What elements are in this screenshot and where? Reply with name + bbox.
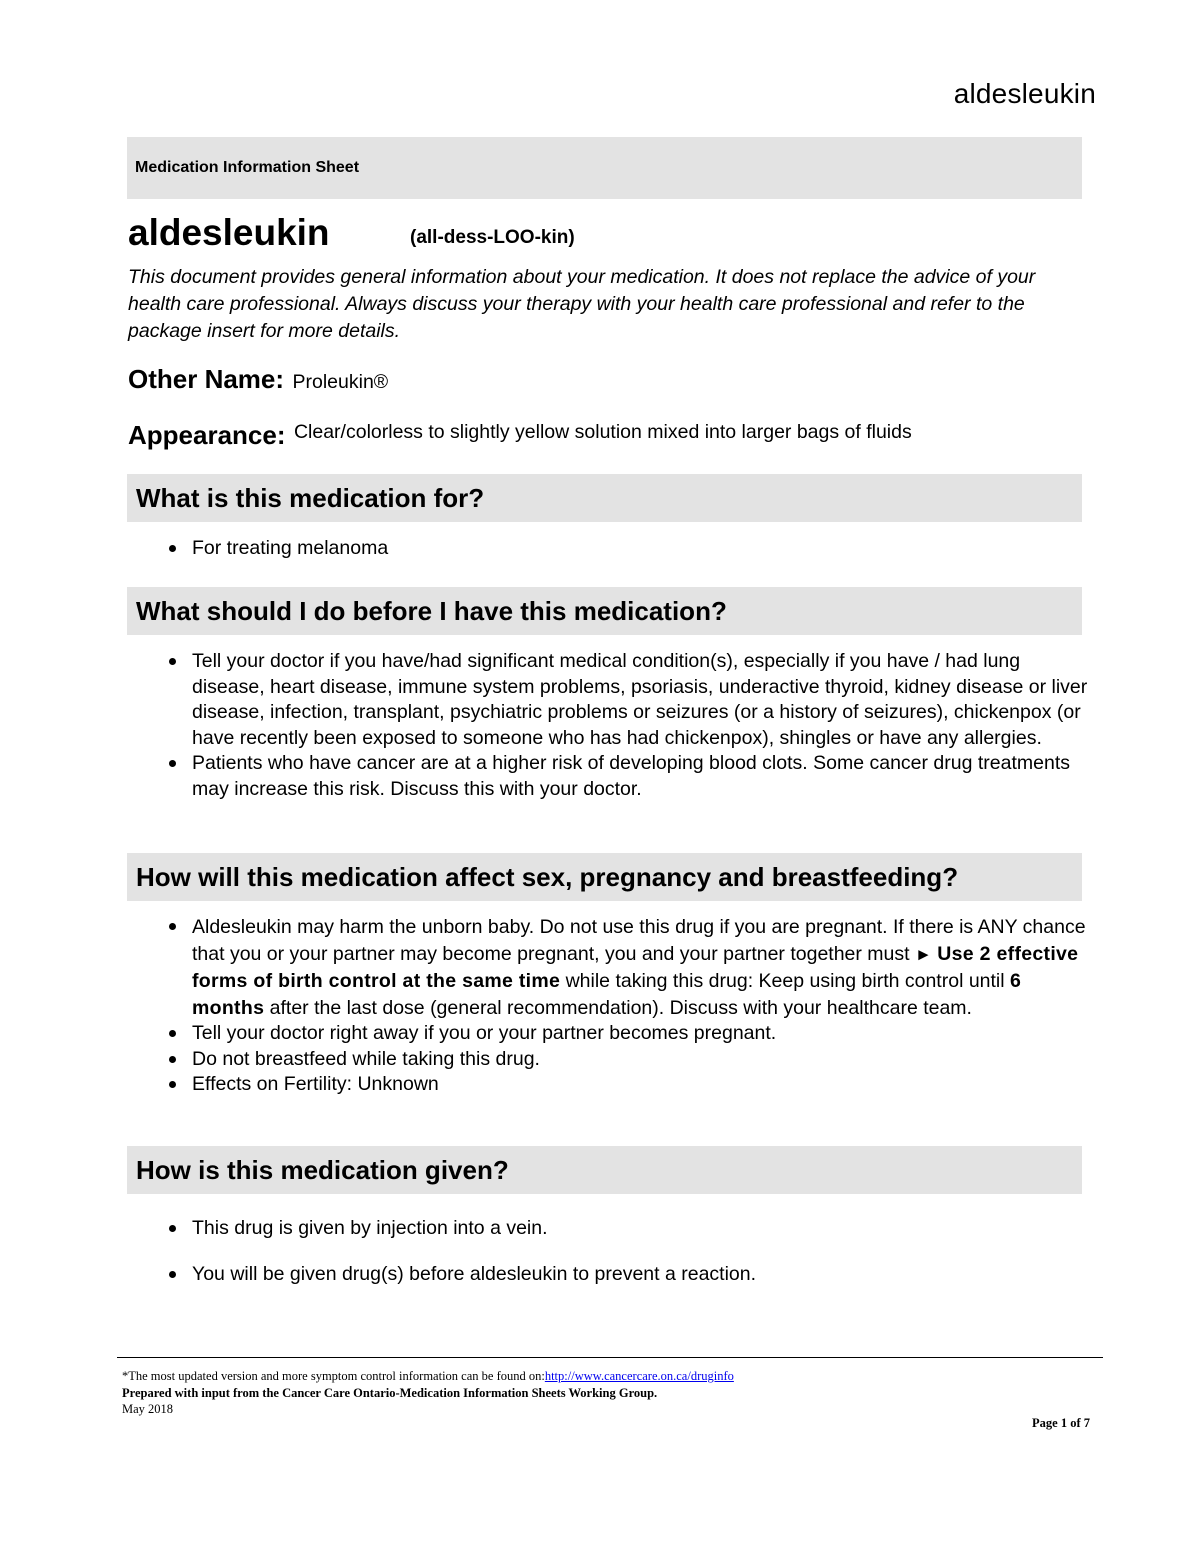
section-heading-before [127,587,1082,635]
list-item: Effects on Fertility: Unknown [0,1072,1092,1098]
list-item: Tell your doctor right away if you or your partner becomes pregnant. [0,1021,1092,1047]
section-heading-pregnancy [127,853,1082,901]
list-item: Tell your doctor if you have/had significant medical condition(s), especially if you have / had lung disease, heart disease, immune system problems, psoriasis, underactive thyroid, kidney disease or liver disease, infection, transplant, psychiatric problems or seizures (or a history of seizures), chickenpox (or have recently been exposed to someone who has had chickenpox), shingles or have any allergies. [0,649,1092,751]
page-number: Page 1 of 7 [1032,1416,1090,1430]
drug-name-title: aldesleukin [128,212,330,253]
list-item: Do not breastfeed while taking this drug. [0,1047,1092,1073]
section-heading-text: How will this medication affect sex, pregnancy and breastfeeding? [136,862,959,892]
appearance-label: Appearance: [128,420,286,450]
footer [122,1368,734,1418]
footer-prepared: Prepared with input from the Cancer Care Ontario-Medication Information Sheets Working Group. [122,1385,658,1400]
sheet-type-banner [127,137,1082,199]
given-list [0,1216,1092,1242]
footer-date: May 2018 [122,1402,174,1416]
given-list-2 [0,1262,1092,1288]
before-list [0,649,1092,802]
pregnancy-list [0,914,1092,1098]
list-item: For treating melanoma [0,536,1092,562]
sheet-type-label: Medication Information Sheet [135,159,360,176]
other-name-value: Proleukin® [292,371,389,393]
running-header-title: aldesleukin [953,78,1096,109]
appearance-value: Clear/colorless to slightly yellow solution mixed into larger bags of fluids [293,421,912,443]
list-item: You will be given drug(s) before aldesleukin to prevent a reaction. [0,1262,1092,1288]
druginfo-link[interactable]: http://www.cancercare.on.ca/druginfo [544,1369,734,1383]
section-heading-text: What is this medication for? [136,483,485,513]
pregnancy-text-b: while taking this drug: Keep using birth control until [560,970,1011,992]
pregnancy-text-c: after the last dose (general recommendation). Discuss with your healthcare team. [264,996,972,1019]
footer-divider [117,1357,1103,1358]
other-name-label: Other Name: [128,364,285,394]
list-item: Patients who have cancer are at a higher risk of developing blood clots. Some cancer drug treatments may increase this risk. Discuss this with your doctor. [0,751,1092,802]
footer-note-line [122,1368,734,1385]
disclaimer-text: This document provides general information about your medication. It does not replace the advice of your health care professional. Always discuss your therapy with your health care professional and refer to the package insert for more details. [128,266,1036,342]
footer-note: *The most updated version and more symptom control information can be found on: [122,1369,545,1383]
section-heading-purpose [127,474,1082,522]
birth-control-emphasis: Use 2 effective forms of birth control at the same time [192,942,1079,992]
section-heading-text: How is this medication given? [136,1155,509,1185]
appearance-row [128,420,912,451]
arrow-right-icon: ► [915,944,932,964]
duration-emphasis: 6 months [192,970,1022,1019]
list-item: This drug is given by injection into a vein. [0,1216,1092,1242]
other-name-row [128,364,388,395]
section-heading-text: What should I do before I have this medication? [136,596,727,626]
purpose-list [0,536,1092,562]
section-heading-given [127,1146,1082,1194]
drug-pronunciation: (all-dess-LOO-kin) [410,227,575,248]
pregnancy-text-a: Aldesleukin may harm the unborn baby. Do not use this drug if you are pregnant. If there is ANY chance that you or your partner may become pregnant, you and your partner together must [192,916,1086,965]
list-item [0,914,1092,1021]
